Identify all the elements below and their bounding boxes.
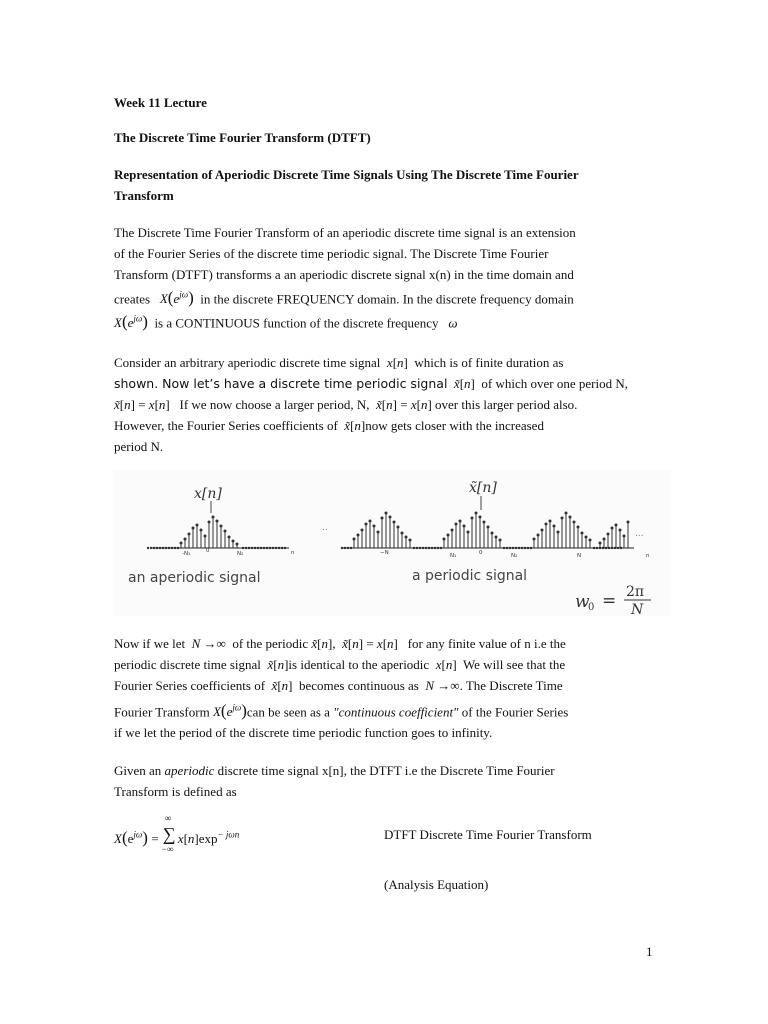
para3-line2: periodic discrete time signal x̃[n]is identical to the aperiodic x[n] We will see that the: [114, 657, 566, 672]
stem-dot: [212, 516, 215, 519]
stem-dot: [483, 521, 486, 524]
stem-dot: [184, 538, 187, 541]
tick-label: N₂: [237, 551, 244, 557]
lecture-heading: Week 11 Lecture: [114, 95, 207, 110]
stem-dot: [581, 532, 584, 535]
para1-line4: creates $X(e^{j\omega})$ in the discrete FREQUENCY domain. In the discrete frequency domain: [114, 288, 574, 308]
equals-sign: =: [602, 591, 617, 611]
stem-dot: [569, 516, 572, 519]
stem-dot: [369, 520, 372, 523]
para4-line2: Transform is defined as: [114, 784, 237, 799]
para2-line4: However, the Fourier Series coefficients of x̃[n]now gets closer with the increased: [114, 418, 544, 433]
stem-dot: [607, 533, 610, 536]
para2-line2: shown. Now let’s have a discrete time periodic signal x̃[n] of which over one period N,: [114, 376, 628, 391]
math-xn: x[n]: [435, 657, 460, 672]
stem-dot: [467, 531, 470, 534]
stem-dot: [615, 524, 618, 527]
tick-label: n: [646, 553, 650, 559]
para1-line3: Transform (DTFT) transforms a an aperiodic discrete signal x(n) in the time domain and: [114, 267, 574, 282]
stem-dot: [499, 539, 502, 542]
tick-label: −N: [380, 550, 389, 556]
para2-line3: x̃[n] = x[n] If we now choose a larger period, N, x̃[n] = x[n] over this larger period also.: [114, 397, 578, 412]
math-x-e-jw: $X(e^{j\omega})$: [212, 701, 247, 721]
left-ellipsis: ..: [322, 523, 328, 533]
stem-dot: [487, 526, 490, 529]
stem-dot: [377, 531, 380, 534]
para1-line5: $X(e^{j\omega})$ is a CONTINUOUS function of the discrete frequency ω: [114, 312, 458, 332]
math-xtilde-eq-x: x̃[n] = x[n]: [114, 397, 177, 412]
stem-dot: [393, 521, 396, 524]
stem-dot: [385, 512, 388, 515]
equation-label: DTFT Discrete Time Fourier Transform: [384, 827, 592, 842]
tick-label: -N₁: [182, 551, 191, 557]
stem-dot: [353, 538, 356, 541]
stem-dot: [228, 536, 231, 539]
periodic-caption: a periodic signal: [412, 568, 528, 584]
stem-dot: [455, 523, 458, 526]
math-xtilde-n: x̃[n]: [344, 418, 366, 433]
stem-dot: [565, 512, 568, 515]
stem-dot: [397, 526, 400, 529]
section-title-line2: Transform: [114, 188, 174, 203]
math-xtilde-eq-x: x̃[n] = x[n]: [376, 397, 432, 412]
stem-dot: [216, 520, 219, 523]
stem-dot: [200, 529, 203, 532]
stem-dot: [627, 521, 630, 524]
stem-dot: [537, 534, 540, 537]
math-xtilde-eq-x: x̃[n], x̃[n] = x[n]: [311, 636, 405, 651]
para4-line1: Given an aperiodic discrete time signal x[n], the DTFT i.e the Discrete Time Fourier: [114, 763, 555, 778]
stem-dot: [220, 525, 223, 528]
stem-dot: [589, 539, 592, 542]
stem-dot: [443, 538, 446, 541]
stem-dot: [401, 532, 404, 535]
stem-dot: [603, 538, 606, 541]
stem-dot: [196, 524, 199, 527]
stem-dot: [451, 529, 454, 532]
tick-label: n: [291, 550, 295, 556]
page-title: The Discrete Time Fourier Transform (DTFT): [114, 130, 371, 145]
stem-dot: [471, 517, 474, 520]
stem-dot: [361, 529, 364, 532]
stem-dot: [365, 523, 368, 526]
stem-dot: [479, 516, 482, 519]
xtilde-label: x̃[n]: [469, 480, 497, 496]
stem-dot: [533, 538, 536, 541]
tick-label: N: [577, 553, 582, 559]
stem-dot: [475, 512, 478, 515]
xn-label: x[n]: [194, 486, 222, 502]
w0-symbol: w: [575, 592, 590, 612]
dtft-equation: $X(e^{j\omega})$ = ∞ ∑ −∞ $x[n]\exp^{- j\omega n}$: [114, 813, 240, 854]
aperiodic-caption: an aperiodic signal: [128, 570, 261, 586]
stem-dot: [577, 526, 580, 529]
summation: ∞ ∑ −∞: [161, 813, 176, 854]
stem-dot: [619, 529, 622, 532]
tick-label: 0: [479, 550, 483, 556]
math-n-to-infinity: N →∞: [191, 636, 230, 651]
math-x-e-jw: $X(e^{j\omega})$: [159, 288, 194, 308]
frac-denominator: N: [631, 602, 644, 616]
stem-dot: [541, 529, 544, 532]
stem-dot: [495, 536, 498, 539]
math-n-to-infinity: N →∞: [425, 678, 460, 693]
stem-dot: [180, 542, 183, 545]
section-title-line1: Representation of Aperiodic Discrete Time Signals Using The Discrete Time Fourier: [114, 167, 579, 182]
signal-figure: [114, 470, 670, 616]
math-xtilde-n: x̃[n]: [453, 376, 479, 391]
math-xtilde-n: x̃[n]: [267, 657, 289, 672]
stem-dot: [585, 536, 588, 539]
para1-line2: of the Fourier Series of the discrete time periodic signal. The Discrete Time Fourier: [114, 246, 549, 261]
tick-label: 0: [206, 548, 210, 554]
stem-dot: [405, 536, 408, 539]
stem-dot: [549, 520, 552, 523]
stem-dot: [463, 525, 466, 528]
stem-dot: [192, 527, 195, 530]
para2-line1: Consider an arbitrary aperiodic discrete time signal x[n] which is of finite duration as: [114, 355, 564, 370]
stem-dot: [373, 525, 376, 528]
para3-line3: Fourier Series coefficients of x̃[n] becomes continuous as N →∞. The Discrete Time: [114, 678, 563, 693]
para3-line5: if we let the period of the discrete time periodic function goes to infinity.: [114, 725, 493, 740]
zero-sample: [147, 547, 149, 549]
stem-dot: [204, 535, 207, 538]
stem-dot: [389, 516, 392, 519]
tick-label: N₁: [450, 553, 457, 559]
stem-dot: [208, 521, 211, 524]
w0-subscript: 0: [588, 602, 595, 613]
para3-line4: Fourier Transform $X(e^{j\omega})can$ be seen as a "continuous coefficient" of the Fourier Series: [114, 701, 569, 721]
stem-dot: [623, 535, 626, 538]
stem-dot: [236, 543, 239, 546]
para3-line1: Now if we let N →∞ of the periodic x̃[n], x̃[n] = x[n] for any finite value of n i.e the: [114, 636, 566, 651]
stem-dot: [459, 520, 462, 523]
stem-dot: [357, 534, 360, 537]
stem-dot: [447, 534, 450, 537]
stem-dot: [553, 525, 556, 528]
stem-dot: [611, 527, 614, 530]
stem-dot: [188, 533, 191, 536]
para1-line1: The Discrete Time Fourier Transform of an aperiodic discrete time signal is an extension: [114, 225, 576, 240]
stem-dot: [599, 542, 602, 545]
stem-dot: [409, 539, 412, 542]
math-xn: x[n]: [386, 355, 412, 370]
math-x-e-jw: $X(e^{j\omega})$: [114, 312, 148, 332]
stem-dot: [232, 540, 235, 543]
stem-dot: [557, 531, 560, 534]
page-number: 1: [646, 944, 653, 959]
stem-dot: [561, 517, 564, 520]
para2-line5: period N.: [114, 439, 164, 454]
stem-dot: [224, 530, 227, 533]
right-ellipsis: ...: [635, 529, 644, 539]
stem-dot: [491, 532, 494, 535]
frac-numerator: 2π: [626, 584, 645, 600]
math-xtilde-n: x̃[n]: [271, 678, 296, 693]
stem-dot: [545, 523, 548, 526]
math-omega: ω: [441, 315, 458, 331]
zero-sample: [150, 547, 152, 549]
stem-dot: [573, 521, 576, 524]
stem-dot: [381, 517, 384, 520]
tick-label: N₂: [511, 553, 518, 559]
equation-sublabel: (Analysis Equation): [384, 877, 489, 892]
